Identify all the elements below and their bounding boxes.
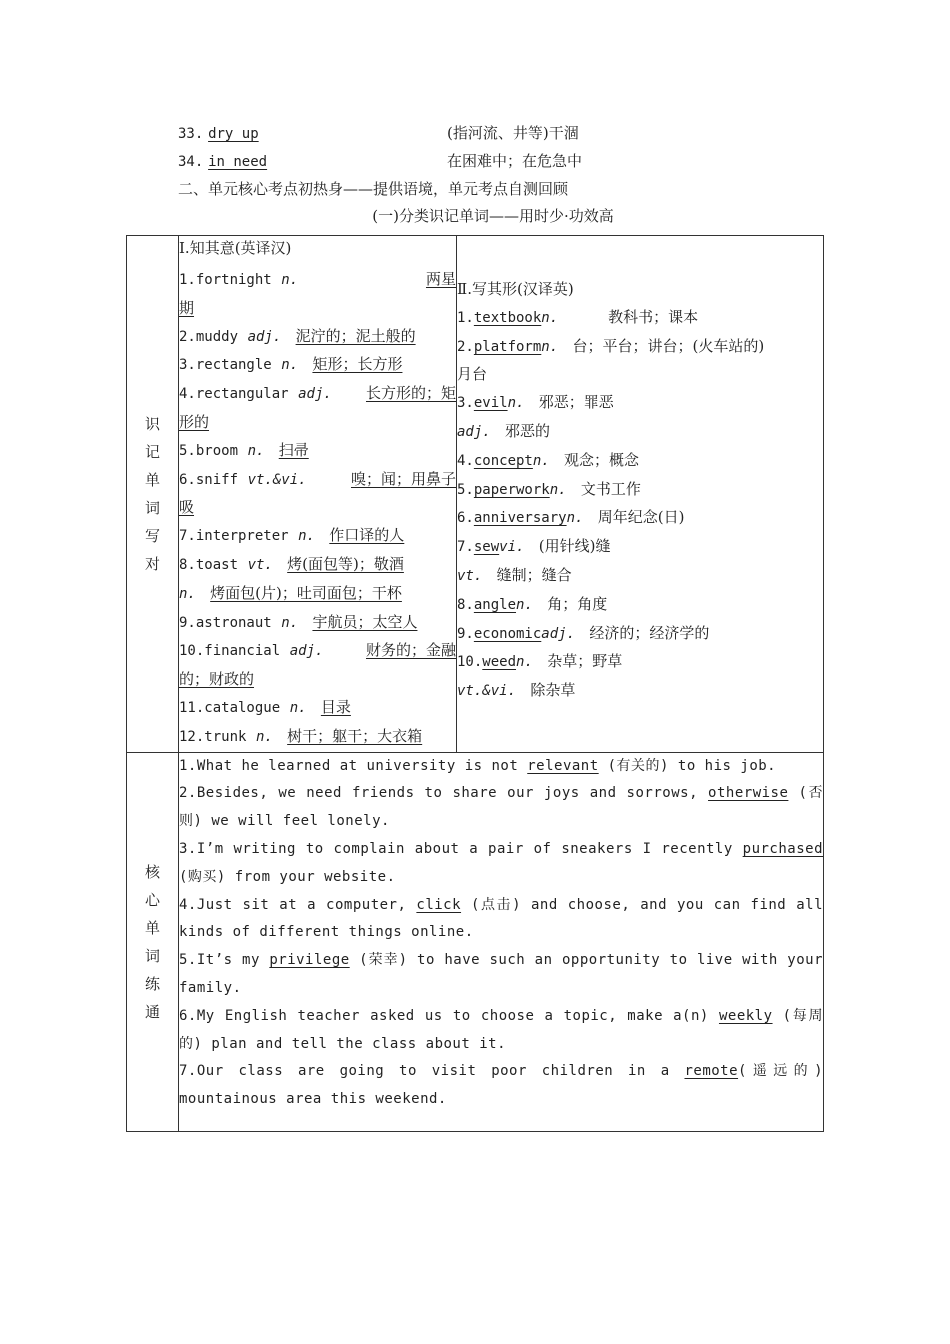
pos: vt.&vi. <box>247 471 307 488</box>
list-item <box>179 694 456 723</box>
sentence-text: 5.It’s my <box>179 952 270 969</box>
num: 1. <box>457 309 474 326</box>
wrap-line <box>179 295 456 323</box>
wrap-line <box>179 409 456 437</box>
answer-cont: 期 <box>179 298 195 317</box>
list-item <box>457 333 823 362</box>
list-item-33 <box>178 123 259 144</box>
answer: 作口译的人 <box>329 526 405 545</box>
answer: anniversary <box>473 510 567 527</box>
pos: adj. <box>298 386 332 403</box>
meaning: 邪恶；罪恶 <box>538 393 614 412</box>
answer: weed <box>482 654 517 671</box>
pos: vi. <box>499 539 525 556</box>
part1-title: Ⅰ.知其意(英译汉) <box>179 239 292 257</box>
list-item <box>457 562 823 591</box>
word: 2.muddy <box>179 328 239 345</box>
vocab-table <box>126 235 824 1132</box>
list-item <box>457 533 823 562</box>
sentence-text: (有关的) to his job. <box>598 757 777 774</box>
pos: vt. <box>247 556 273 573</box>
word: 11.catalogue <box>179 699 281 716</box>
sentence-text: (点击) and choose, and you can find all kinds of different things online. <box>179 896 823 941</box>
sentence-text: 3.I’m writing to complain about a pair of sneakers I recently <box>179 840 743 857</box>
pos: n. <box>516 596 533 613</box>
list-item <box>179 323 456 352</box>
phrase-answer: in need <box>208 154 268 170</box>
meaning: 邪恶的 <box>505 421 551 440</box>
practice-sentence <box>179 1003 823 1059</box>
num: 3. <box>457 395 474 412</box>
pos: n. <box>298 528 315 545</box>
meaning: 缝制；缝合 <box>496 565 572 584</box>
meaning: 台；平台；讲台；(火车站的) <box>572 336 765 355</box>
word: 12.trunk <box>179 728 247 745</box>
subheading: (一)分类识记单词——用时少·功效高 <box>372 207 614 225</box>
list-item <box>179 266 456 295</box>
num: 7. <box>457 539 474 556</box>
num: 2. <box>457 338 474 355</box>
list-item <box>179 637 456 666</box>
answer: remote <box>684 1063 739 1080</box>
answer: privilege <box>269 952 350 969</box>
answer: 嗅；闻；用鼻子 <box>350 469 456 488</box>
wrap-line <box>179 666 456 694</box>
practice-side-label: 核心单词练通 <box>144 862 160 1021</box>
meaning: 教科书；课本 <box>608 307 699 326</box>
list-item-33-meaning <box>447 123 579 143</box>
sentence-text: 2.Besides, we need friends to share our joys and sorrows, <box>179 785 709 802</box>
list-item <box>457 648 823 677</box>
list-item <box>457 304 823 333</box>
answer: paperwork <box>473 481 550 498</box>
sentence-text: 6.My English teacher asked us to choose a topic, make a(n) <box>179 1007 719 1024</box>
answer: 两星 <box>425 270 456 288</box>
answer-cont: 吸 <box>179 498 195 517</box>
word: 9.astronaut <box>179 614 272 631</box>
pos: adj. <box>457 423 491 440</box>
pos: adj. <box>289 643 324 660</box>
answer: otherwise <box>708 785 789 802</box>
word: 8.toast <box>179 556 239 573</box>
vocab-side-cell <box>127 236 179 753</box>
phrase-meaning: (指河流、井等)干涸 <box>447 124 579 142</box>
pos: n. <box>516 654 533 671</box>
pos: adj. <box>247 328 282 345</box>
answer: economic <box>473 625 542 642</box>
sentence-text: 7.Our class are going to visit poor children in a <box>179 1063 685 1080</box>
practice-sentence <box>179 1058 823 1114</box>
meaning: 周年纪念(日) <box>597 508 685 527</box>
answer: 目录 <box>320 697 351 716</box>
answer: 树干；躯干；大衣箱 <box>287 726 423 745</box>
answer-cont: 的；财政的 <box>179 670 255 689</box>
pos: adj. <box>541 625 576 642</box>
pos: n. <box>541 338 559 355</box>
pos: n. <box>507 395 525 412</box>
num: 9. <box>457 625 474 642</box>
answer: textbook <box>473 309 542 326</box>
answer: 烤面包(片)；吐司面包；干杯 <box>210 583 402 602</box>
list-item <box>179 437 456 466</box>
list-item <box>179 580 456 609</box>
list-item <box>179 609 456 638</box>
practice-side-cell <box>127 752 179 1131</box>
sentence-text: (遥远的) mountainous area this weekend. <box>179 1063 824 1108</box>
sentence-text: (每周的) plan and tell the class about it. <box>179 1007 823 1052</box>
meaning: 观念；概念 <box>564 450 640 469</box>
answer: weekly <box>718 1007 773 1024</box>
sentence-text: (购买) from your website. <box>179 868 396 885</box>
practice-sentence <box>179 892 823 948</box>
answer: 长方形的；矩 <box>365 384 456 403</box>
answer: 财务的；金融 <box>365 641 456 660</box>
answer: 矩形；长方形 <box>312 355 403 374</box>
word: 6.sniff <box>179 471 239 488</box>
list-item <box>457 389 823 418</box>
pos: n. <box>281 614 299 631</box>
practice-sentence <box>179 947 823 1003</box>
answer: evil <box>473 395 508 412</box>
pos: vt. <box>457 567 483 584</box>
num: 5. <box>457 481 474 498</box>
list-item <box>179 466 456 495</box>
pos: n. <box>541 309 559 326</box>
answer: click <box>416 896 462 913</box>
list-item <box>457 476 823 505</box>
sentence-text: (否则) we will feel lonely. <box>179 785 823 830</box>
sentence-text: 1.What he learned at university is not <box>179 757 528 774</box>
list-item-34 <box>178 151 267 172</box>
meaning: (用针线)缝 <box>538 537 611 556</box>
pos: n. <box>247 442 265 459</box>
num: 4. <box>457 452 474 469</box>
meaning: 杂草；野草 <box>547 652 623 671</box>
answer: angle <box>473 596 517 613</box>
pos: n. <box>566 510 584 527</box>
list-item <box>179 522 456 551</box>
practice-sentence <box>179 780 823 836</box>
answer: relevant <box>527 757 599 774</box>
pos: n. <box>255 728 273 745</box>
practice-cell <box>179 752 824 1131</box>
meaning-cont: 月台 <box>457 365 488 384</box>
word: 7.interpreter <box>179 528 289 545</box>
item-number: 34. <box>178 154 204 170</box>
sentence-text: 4.Just sit at a computer, <box>179 896 417 913</box>
part2-title: Ⅱ.写其形(汉译英) <box>457 280 574 298</box>
practice-sentence <box>179 836 823 892</box>
list-item <box>179 723 456 752</box>
answer: 烤(面包等)；敬酒 <box>287 554 404 573</box>
num: 6. <box>457 510 474 527</box>
answer: 扫帚 <box>278 440 309 459</box>
list-item-34-meaning <box>447 151 582 171</box>
list-item <box>457 418 823 447</box>
wrap-line <box>457 361 823 389</box>
meaning: 文书工作 <box>580 479 641 498</box>
answer: 泥泞的；泥土般的 <box>295 326 416 345</box>
list-item <box>457 677 823 706</box>
list-item <box>457 620 823 649</box>
pos: n. <box>549 481 567 498</box>
list-item <box>179 351 456 380</box>
section-heading: 二、单元核心考点初热身——提供语境，单元考点自测回顾 <box>178 180 569 198</box>
phrase-meaning: 在困难中；在危急中 <box>447 152 583 170</box>
answer: sew <box>473 539 500 556</box>
word: 5.broom <box>179 442 239 459</box>
pos: n. <box>179 585 196 602</box>
num: 8. <box>457 596 474 613</box>
meaning: 除杂草 <box>530 681 576 700</box>
part2-cell <box>457 236 824 753</box>
phrase-answer: dry up <box>208 126 259 142</box>
list-item <box>457 591 823 620</box>
word: 10.financial <box>179 643 281 660</box>
meaning: 角；角度 <box>547 594 608 613</box>
word: 3.rectangle <box>179 357 272 374</box>
list-item <box>179 380 456 409</box>
answer: 宇航员；太空人 <box>312 612 418 631</box>
answer-cont: 形的 <box>179 412 210 431</box>
pos: vt.&vi. <box>457 683 517 700</box>
practice-sentence <box>179 753 823 781</box>
item-number: 33. <box>178 126 204 142</box>
pos: n. <box>532 452 550 469</box>
meaning: 经济的；经济学的 <box>589 623 710 642</box>
word: 4.rectangular <box>179 386 289 403</box>
answer: concept <box>473 452 533 469</box>
vocab-side-label: 识记单词写对 <box>144 414 160 573</box>
pos: n. <box>289 699 307 716</box>
part1-cell <box>179 236 457 753</box>
answer: purchased <box>742 840 823 857</box>
word: 1.fortnight <box>179 272 272 288</box>
vocab-row <box>127 236 824 753</box>
answer: platform <box>473 338 542 355</box>
wrap-line <box>179 494 456 522</box>
pos: n. <box>281 272 299 288</box>
practice-row <box>127 752 824 1131</box>
pos: n. <box>281 357 299 374</box>
list-item <box>457 447 823 476</box>
sentence-text: (荣幸) to have such an opportunity to live with your family. <box>179 952 823 996</box>
list-item <box>179 551 456 580</box>
list-item <box>457 504 823 533</box>
num: 10. <box>457 654 483 671</box>
